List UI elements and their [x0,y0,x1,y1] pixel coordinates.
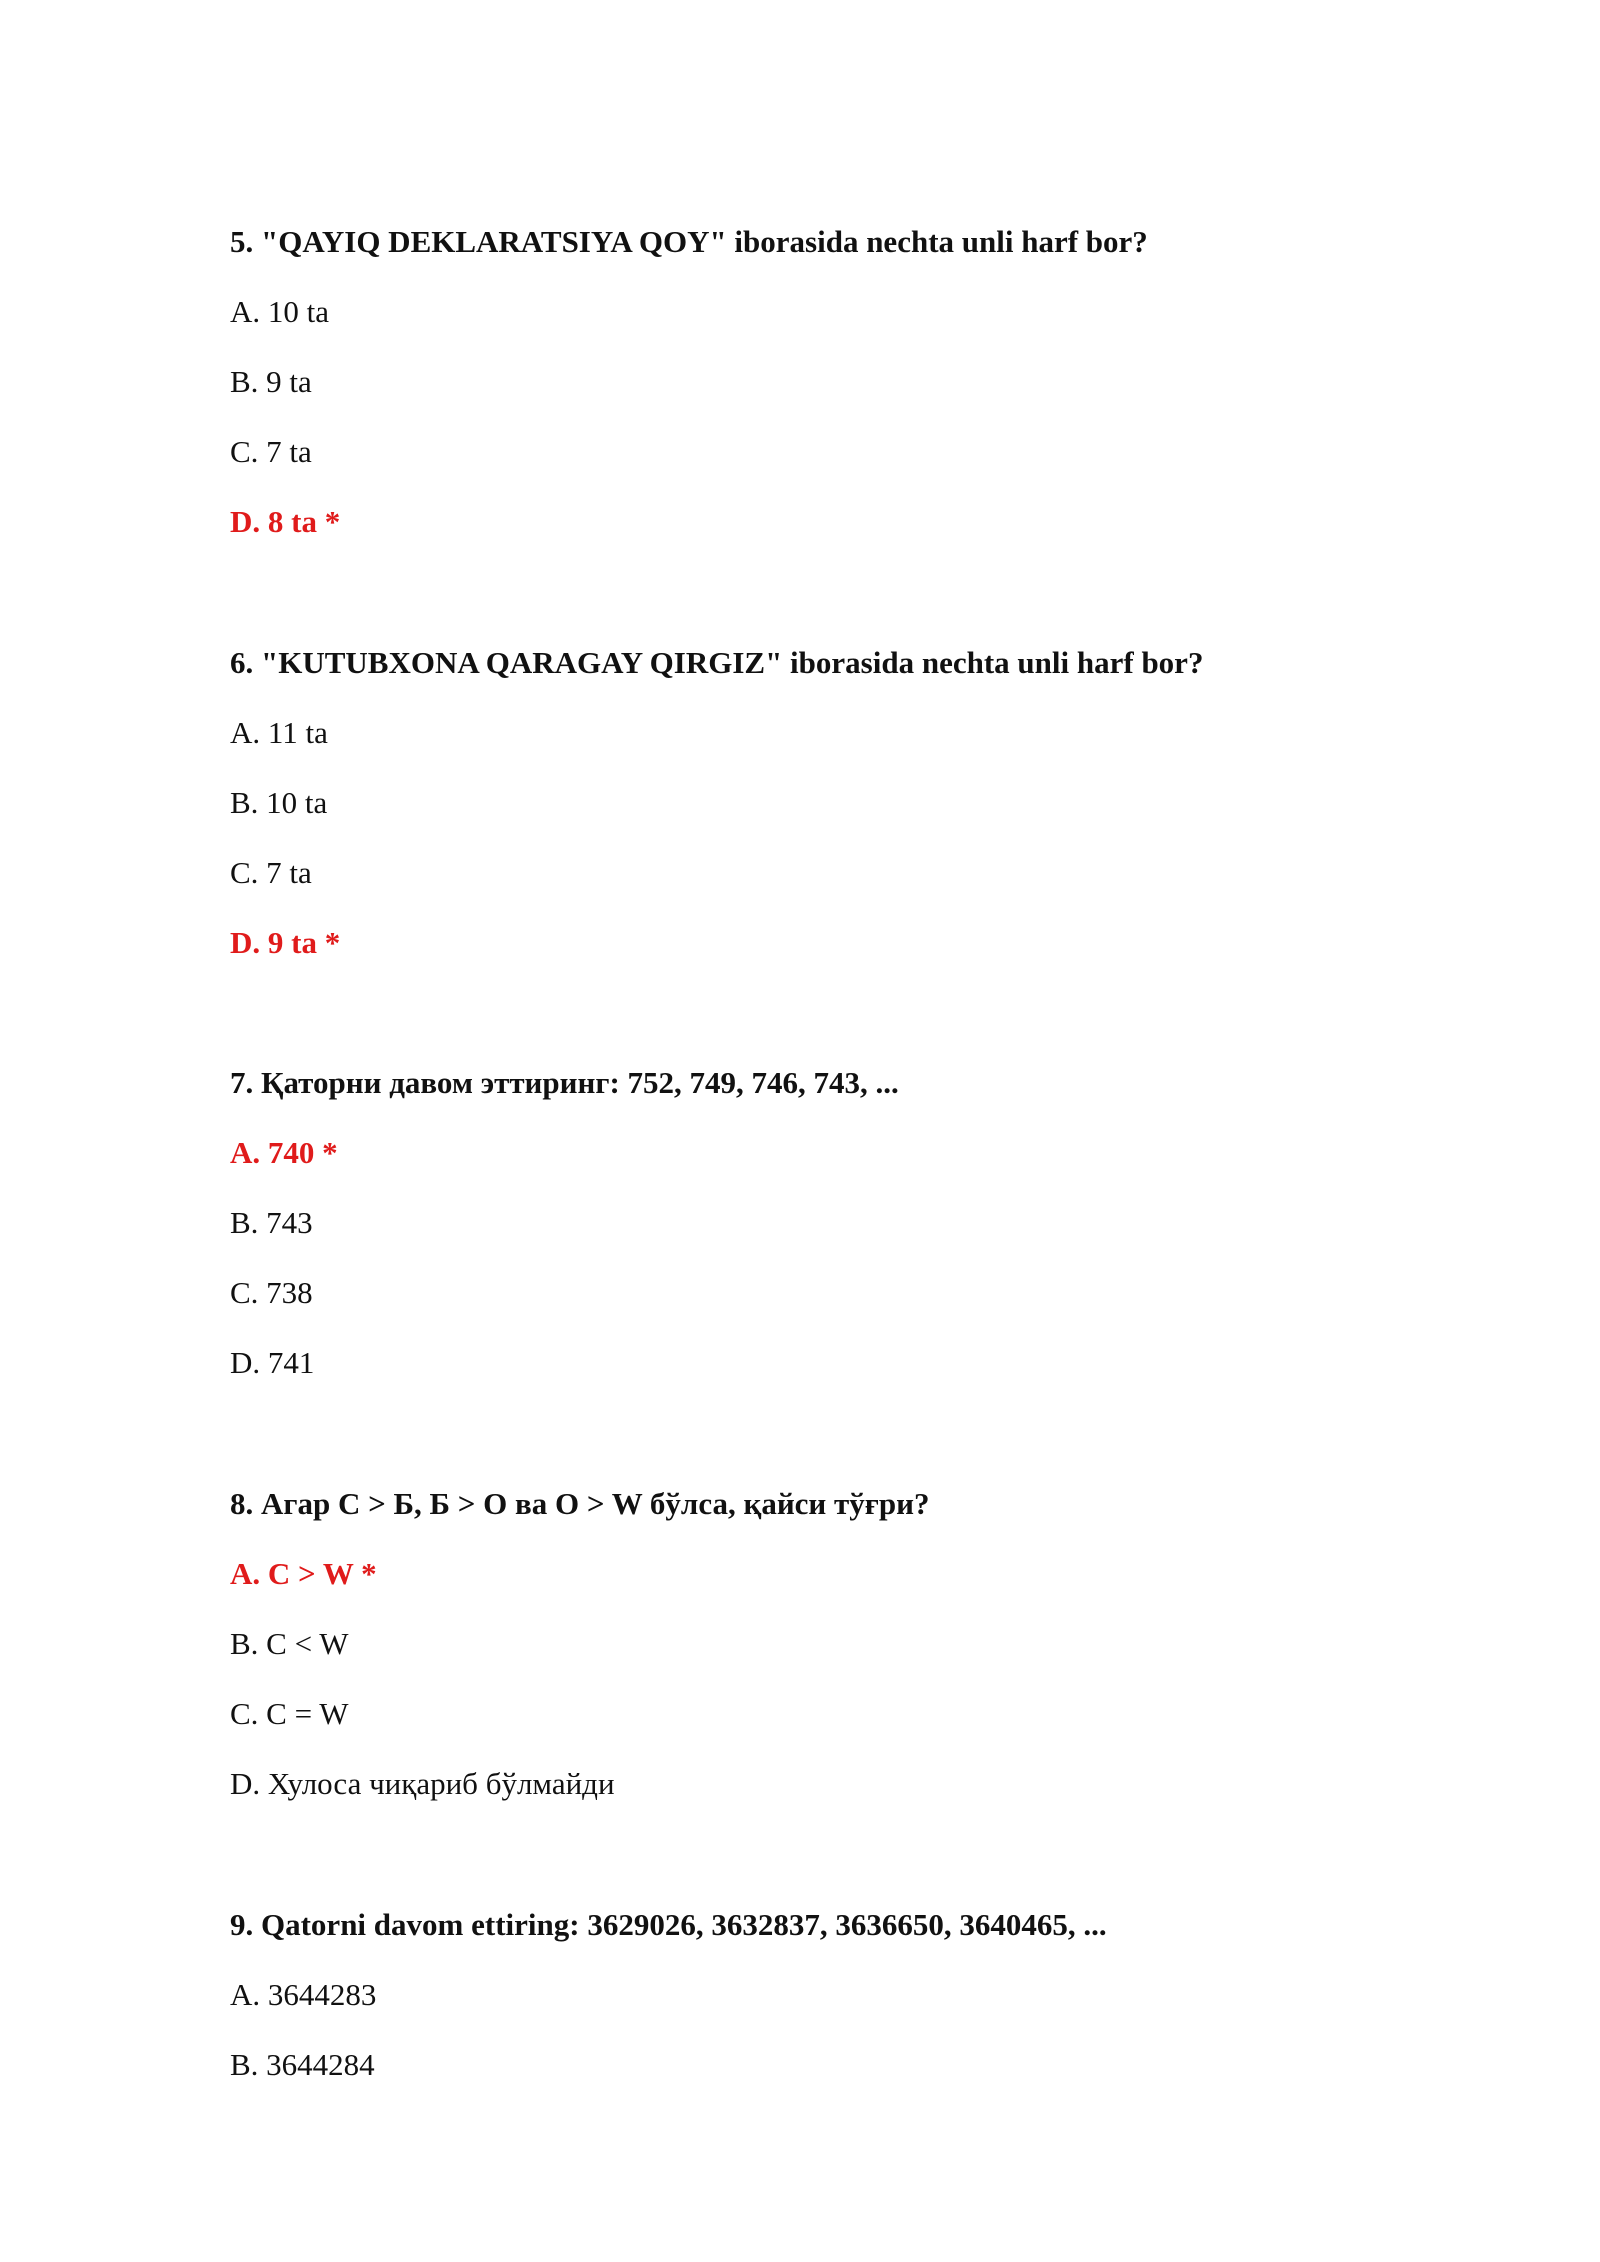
question-text: 6. "KUTUBXONA QARAGAY QIRGIZ" iborasida nechta unli harf bor? [230,645,1204,680]
question-5 [230,222,1530,542]
option-b: B. 10 ta [230,785,328,820]
option-c: C. C = W [230,1696,349,1731]
option-c: C. 738 [230,1275,313,1310]
option-b: B. 743 [230,1205,313,1240]
option-b: B. 9 ta [230,364,312,399]
option-a-correct: A. 740 * [230,1135,338,1170]
question-text: 5. "QAYIQ DEKLARATSIYA QOY" iborasida nechta unli harf bor? [230,224,1148,259]
option-c: C. 7 ta [230,855,312,890]
question-6 [230,643,1530,963]
option-b: B. 3644284 [230,2047,375,2082]
option-a: A. 10 ta [230,294,330,329]
question-text: 9. Qatorni davom ettiring: 3629026, 3632837, 3636650, 3640465, ... [230,1907,1107,1942]
option-a: A. 11 ta [230,715,328,750]
option-d: D. Хулоса чиқариб бўлмайди [230,1766,615,1801]
question-8 [230,1484,1530,1804]
option-b: B. C < W [230,1626,349,1661]
question-7 [230,1063,1530,1383]
question-text: 7. Қаторни давом эттиринг: 752, 749, 746, 743, ... [230,1065,899,1100]
question-9 [230,1905,1530,2085]
question-text: 8. Агар C > Б, Б > O ва O > W бўлса, қайси тўғри? [230,1486,930,1521]
option-d-correct: D. 8 ta * [230,504,341,539]
option-c: C. 7 ta [230,434,312,469]
option-a-correct: A. C > W * [230,1556,377,1591]
option-d-correct: D. 9 ta * [230,925,341,960]
option-d: D. 741 [230,1345,315,1380]
option-a: A. 3644283 [230,1977,377,2012]
